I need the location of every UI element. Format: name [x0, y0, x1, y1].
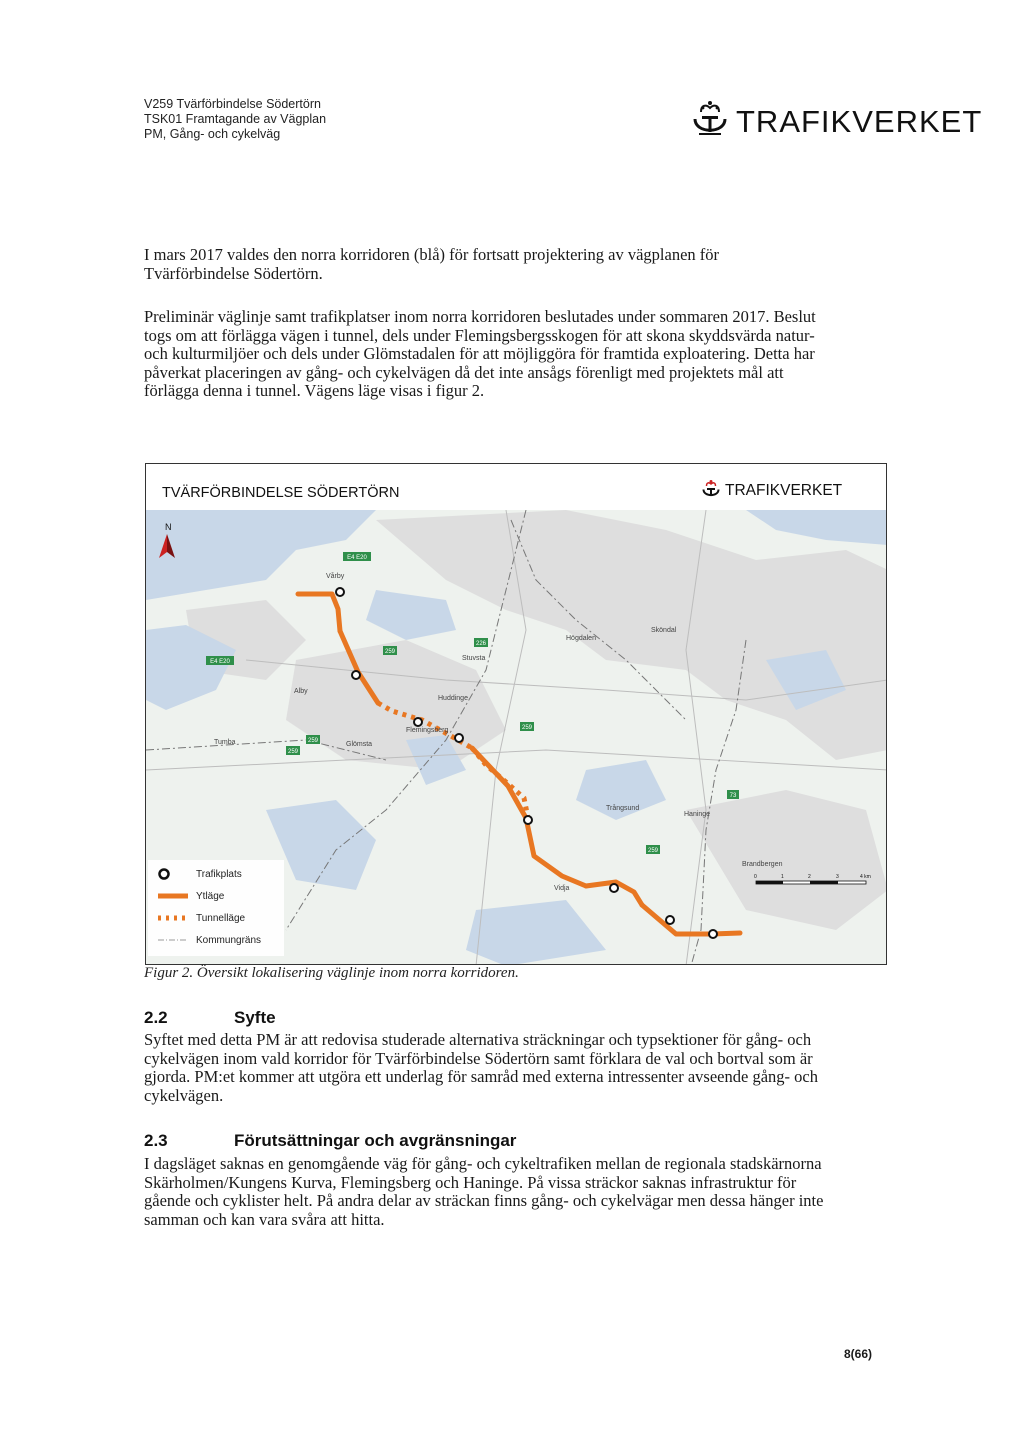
crown-emblem-icon — [690, 100, 730, 144]
place-name: Glömsta — [346, 741, 373, 748]
legend-item-trafikplats — [156, 868, 242, 880]
section-title: Förutsättningar och avgränsningar — [234, 1131, 517, 1150]
north-label: N — [165, 522, 172, 532]
text-line: påverkat placeringen av gång- och cykelvägen då det inte ansågs förenligt med projektets mål att — [144, 362, 784, 382]
figure-caption: Figur 2. Översikt lokalisering väglinje inom norra korridoren. — [144, 965, 519, 981]
scale-label: 3 — [836, 874, 839, 880]
interchange-marker — [610, 884, 618, 892]
text-line: och kulturmiljöer och dels under Glömstadalen för att möjliggöra för framtida exploatering. Detta har — [144, 344, 815, 363]
section-heading-2-3 — [144, 1131, 516, 1151]
intro-paragraph-1 — [144, 246, 904, 283]
interchange-marker — [666, 916, 674, 924]
text-line: gående och cyklister helt. På andra delar av sträckan finns gång- och cykelvägar men dessa hänger inte — [144, 1191, 824, 1210]
scale-label: 1 — [781, 874, 784, 880]
map-title: TVÄRFÖRBINDELSE SÖDERTÖRN — [162, 485, 400, 501]
logo-wordmark: TRAFIKVERKET — [736, 104, 983, 139]
surface-line-symbol-icon — [156, 890, 190, 902]
section-heading-2-2 — [144, 1008, 276, 1028]
section-title: Syfte — [234, 1008, 276, 1027]
scale-bar — [752, 859, 876, 899]
text-line: cykelvägen. — [144, 1085, 224, 1105]
text-line: Skärholmen/Kungens Kurva, Flemingsberg och Haninge. På vissa sträckor saknas infrastruktur för — [144, 1172, 797, 1192]
section-2-2-body — [144, 1031, 904, 1105]
section-number: 2.3 — [144, 1131, 168, 1150]
document-code: TSK01 Framtagande av Vägplan — [144, 112, 327, 126]
text-line: I mars 2017 valdes den norra korridoren (blå) för fortsatt projektering av vägplanen för — [144, 245, 720, 264]
document-type: PM, Gång- och cykelväg — [144, 127, 281, 141]
place-name: Sköndal — [651, 627, 677, 634]
intro-paragraph-2 — [144, 308, 904, 401]
scale-label: 2 — [808, 874, 811, 880]
page-number: 8(66) — [844, 1347, 873, 1361]
road-shield-label: 259 — [384, 649, 396, 655]
map-legend — [148, 860, 284, 956]
text-line: cykelvägen inom vald korridor för Tvärförbindelse Södertörn samt förklara de val och bortval som är — [144, 1048, 813, 1068]
legend-item-kommungrans — [156, 934, 261, 946]
legend-label: Ytläge — [196, 890, 225, 902]
crown-emblem-icon — [701, 479, 721, 503]
interchange-marker — [524, 816, 532, 824]
place-name: Stuvsta — [462, 655, 486, 662]
project-name: V259 Tvärförbindelse Södertörn — [144, 97, 321, 111]
text-line: I dagsläget saknas en genomgående väg för gång- och cykeltrafiken mellan de regionala stadskärnorna — [144, 1154, 822, 1173]
road-shield-label: 259 — [647, 848, 659, 854]
section-2-3-body — [144, 1155, 904, 1229]
text-line: Preliminär väglinje samt trafikplatser inom norra korridoren beslutades under sommaren 2017. Beslut — [144, 307, 816, 326]
place-name: Högdalen — [566, 635, 596, 642]
legend-item-ytlage — [156, 890, 224, 902]
scale-label: 0 — [754, 874, 757, 880]
document-header-meta — [144, 97, 326, 142]
road-shield-label: 259 — [521, 725, 533, 731]
place-name: Brandbergen — [742, 861, 783, 868]
place-name: Flemingsberg — [406, 727, 449, 734]
text-line: Tvärförbindelse Södertörn. — [144, 263, 323, 283]
border-line-symbol-icon — [156, 934, 190, 946]
section-number: 2.2 — [144, 1008, 168, 1027]
interchange-symbol-icon — [156, 868, 190, 880]
text-line: förlägga denna i tunnel. Vägens läge visas i figur 2. — [144, 381, 485, 400]
interchange-marker — [414, 718, 422, 726]
interchange-marker — [352, 671, 360, 679]
text-line: samman och kan vara svåra att hitta. — [144, 1209, 385, 1229]
place-name: Alby — [294, 688, 308, 695]
road-shield-label: 73 — [729, 793, 737, 799]
interchange-marker — [709, 930, 717, 938]
place-name: Huddinge — [438, 695, 468, 702]
scale-label: 4 km — [860, 874, 871, 880]
text-line: togs om att förlägga vägen i tunnel, dels under Flemingsbergsskogen för att skona skyddsvärda natur- — [144, 325, 815, 345]
legend-label: Tunnelläge — [196, 912, 246, 924]
road-shield-label: E4 E20 — [210, 659, 230, 665]
legend-label: Kommungräns — [196, 934, 262, 946]
trafikverket-logo — [690, 100, 982, 144]
place-name: Haninge — [684, 811, 711, 818]
road-shield-label: 259 — [287, 749, 299, 755]
map-trafikverket-logo — [701, 479, 842, 503]
road-shield-label: 226 — [475, 641, 487, 647]
legend-item-tunnellage — [156, 912, 245, 924]
place-name: Trångsund — [606, 805, 640, 812]
interchange-marker — [455, 734, 463, 742]
place-name: Vidja — [554, 885, 570, 892]
road-shield-label: 259 — [307, 738, 319, 744]
text-line: Syftet med detta PM är att redovisa studerade alternativa sträckningar och typsektioner för gång- och — [144, 1030, 812, 1049]
place-name: Vårby — [326, 573, 345, 580]
place-name: Tumba — [214, 739, 236, 746]
legend-label: Trafikplats — [196, 868, 242, 880]
road-shield-label: E4 E20 — [347, 555, 367, 561]
map-logo-wordmark: TRAFIKVERKET — [725, 482, 843, 499]
text-line: gjorda. PM:et kommer att utgöra ett underlag för samråd med externa intressenter avseende gång- och — [144, 1067, 818, 1086]
tunnel-line-symbol-icon — [156, 912, 190, 924]
overview-map-figure — [145, 463, 887, 965]
interchange-marker — [336, 588, 344, 596]
